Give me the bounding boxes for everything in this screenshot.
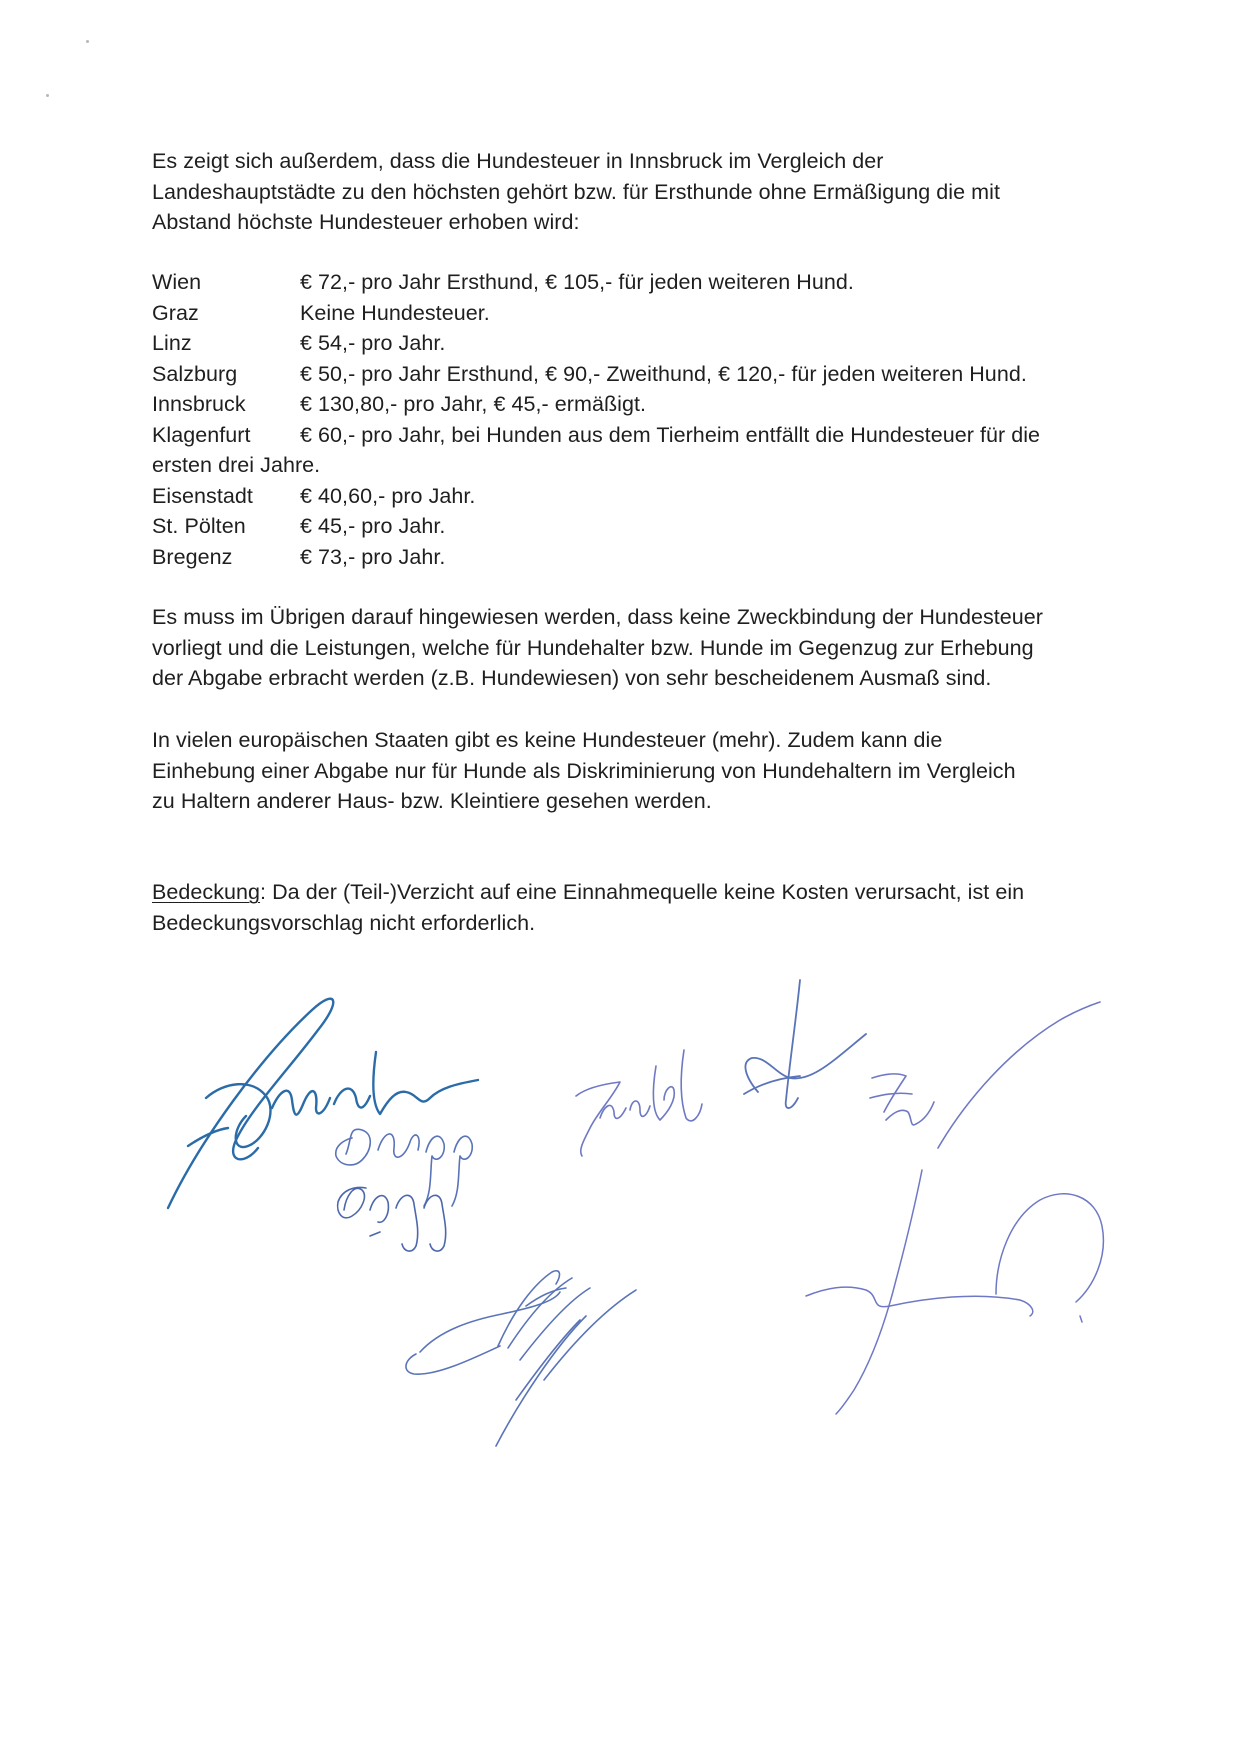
fee-row xyxy=(152,542,1112,573)
text-line: Einhebung einer Abgabe nur für Hunde als Diskriminierung von Hundehaltern im Vergleich xyxy=(152,758,1016,783)
text-line: Landeshauptstädte zu den höchsten gehört bzw. für Ersthunde ohne Ermäßigung die mit xyxy=(152,179,1000,204)
fee-amount: € 40,60,- pro Jahr. xyxy=(300,483,476,508)
dog-tax-list xyxy=(152,267,1112,572)
fee-city: Innsbruck xyxy=(152,392,246,416)
signature-4 xyxy=(744,980,866,1108)
text-line: In vielen europäischen Staaten gibt es keine Hundesteuer (mehr). Zudem kann die xyxy=(152,728,943,752)
signature-3 xyxy=(576,1050,702,1156)
text-line xyxy=(152,877,1112,908)
signature-6 xyxy=(338,1188,446,1252)
fee-city: Bregenz xyxy=(152,544,233,569)
bedeckung-paragraph xyxy=(152,877,1112,938)
fee-city: St. Pölten xyxy=(152,514,246,538)
europe-paragraph xyxy=(152,725,1112,817)
signature-7 xyxy=(406,1271,636,1446)
fee-amount: € 45,- pro Jahr. xyxy=(300,514,446,538)
fee-row xyxy=(152,389,1112,420)
text-line: Abstand höchste Hundesteuer erhoben wird: xyxy=(152,210,580,234)
fee-amount: € 50,- pro Jahr Ersthund, € 90,- Zweithund, € 120,- für jeden weiteren Hund. xyxy=(300,361,1027,386)
signature-1 xyxy=(168,999,478,1208)
fee-city: Wien xyxy=(152,270,202,294)
fee-row xyxy=(152,267,1112,298)
text-line: vorliegt und die Leistungen, welche für Hundehalter bzw. Hunde im Gegenzug zur Erhebung xyxy=(152,635,1034,660)
fee-row xyxy=(152,420,1112,451)
fee-city: Eisenstadt xyxy=(152,483,253,508)
fee-amount: € 54,- pro Jahr. xyxy=(300,331,446,355)
fee-amount: Keine Hundesteuer. xyxy=(300,300,490,325)
fee-row xyxy=(152,511,1112,542)
fee-amount: € 73,- pro Jahr. xyxy=(300,544,446,569)
fee-amount: € 130,80,- pro Jahr, € 45,- ermäßigt. xyxy=(300,392,647,416)
fee-row xyxy=(152,481,1112,512)
fee-row xyxy=(152,328,1112,359)
fee-amount: € 72,- pro Jahr Ersthund, € 105,- für jeden weiteren Hund. xyxy=(300,270,854,294)
fee-city: Klagenfurt xyxy=(152,422,251,447)
text-line: Es muss im Übrigen darauf hingewiesen werden, dass keine Zweckbindung der Hundesteuer xyxy=(152,605,1044,629)
text-line: der Abgabe erbracht werden (z.B. Hundewiesen) von sehr bescheidenem Ausmaß sind. xyxy=(152,666,992,690)
signature-8 xyxy=(806,1170,1103,1414)
fee-city: Salzburg xyxy=(152,361,238,386)
fee-row xyxy=(152,298,1112,329)
scan-artifact xyxy=(46,94,49,97)
signature-2 xyxy=(336,1129,473,1206)
scan-artifact xyxy=(86,40,89,43)
signature-5 xyxy=(870,1002,1100,1148)
fee-row xyxy=(152,359,1112,390)
bedeckung-text: : Da der (Teil-)Verzicht auf eine Einnahmequelle keine Kosten verursacht, ist ein xyxy=(260,880,1025,904)
fee-amount: € 60,- pro Jahr, bei Hunden aus dem Tierheim entfällt die Hundesteuer für die xyxy=(300,422,1041,447)
text-line: zu Haltern anderer Haus- bzw. Kleintiere gesehen werden. xyxy=(152,789,712,813)
text-line: Bedeckungsvorschlag nicht erforderlich. xyxy=(152,910,536,935)
text-line: Es zeigt sich außerdem, dass die Hundesteuer in Innsbruck im Vergleich der xyxy=(152,149,884,173)
fee-continuation: ersten drei Jahre. xyxy=(152,453,321,477)
fee-city: Graz xyxy=(152,300,199,325)
zweckbindung-paragraph xyxy=(152,602,1112,694)
intro-paragraph xyxy=(152,146,1112,238)
bedeckung-label: Bedeckung xyxy=(152,880,261,904)
fee-city: Linz xyxy=(152,331,192,355)
